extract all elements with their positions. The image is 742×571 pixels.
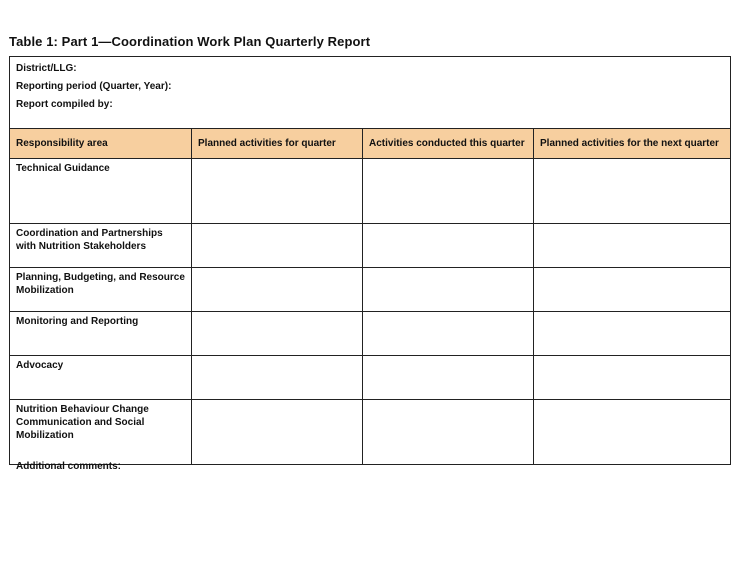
- cell-next-quarter[interactable]: [534, 268, 731, 312]
- cell-next-quarter[interactable]: [534, 356, 731, 400]
- row-label-advocacy: Advocacy: [10, 356, 192, 400]
- table-row: [10, 312, 731, 356]
- compiled-by-label: Report compiled by:: [16, 99, 113, 110]
- column-header-responsibility-area: Responsibility area: [10, 129, 192, 159]
- cell-next-quarter[interactable]: [534, 400, 731, 465]
- report-meta: [10, 57, 731, 129]
- cell-next-quarter[interactable]: [534, 159, 731, 224]
- column-header-planned-activities: Planned activities for quarter: [192, 129, 363, 159]
- cell-next-quarter[interactable]: [534, 312, 731, 356]
- table-row: [10, 159, 731, 224]
- cell-conducted[interactable]: [363, 159, 534, 224]
- row-label-planning-budgeting: Planning, Budgeting, and Resource Mobilization: [10, 268, 192, 312]
- table-row: [10, 268, 731, 312]
- column-header-activities-conducted: Activities conducted this quarter: [363, 129, 534, 159]
- meta-row: [10, 57, 731, 129]
- table-header-row: [10, 129, 731, 159]
- table-row: [10, 356, 731, 400]
- cell-conducted[interactable]: [363, 356, 534, 400]
- row-label-technical-guidance: Technical Guidance: [10, 159, 192, 224]
- cell-conducted[interactable]: [363, 312, 534, 356]
- cell-conducted[interactable]: [363, 224, 534, 268]
- row-label-coordination: Coordination and Partnerships with Nutrition Stakeholders: [10, 224, 192, 268]
- row-label-behaviour-change: Nutrition Behaviour Change Communication and Social Mobilization: [10, 400, 192, 465]
- table-row: [10, 224, 731, 268]
- cell-conducted[interactable]: [363, 268, 534, 312]
- additional-comments-label: Additional comments:: [16, 461, 122, 472]
- cell-planned[interactable]: [192, 400, 363, 465]
- cell-planned[interactable]: [192, 356, 363, 400]
- cell-planned[interactable]: [192, 312, 363, 356]
- row-label-monitoring-reporting: Monitoring and Reporting: [10, 312, 192, 356]
- column-header-planned-next-quarter: Planned activities for the next quarter: [534, 129, 731, 159]
- cell-planned[interactable]: [192, 159, 363, 224]
- reporting-period-label: Reporting period (Quarter, Year):: [16, 81, 172, 92]
- work-plan-table: [9, 56, 731, 465]
- cell-conducted[interactable]: [363, 400, 534, 465]
- cell-next-quarter[interactable]: [534, 224, 731, 268]
- cell-planned[interactable]: [192, 224, 363, 268]
- table-row: [10, 400, 731, 465]
- table-title: Table 1: Part 1—Coordination Work Plan Quarterly Report: [9, 34, 371, 49]
- district-label: District/LLG:: [16, 63, 77, 74]
- cell-planned[interactable]: [192, 268, 363, 312]
